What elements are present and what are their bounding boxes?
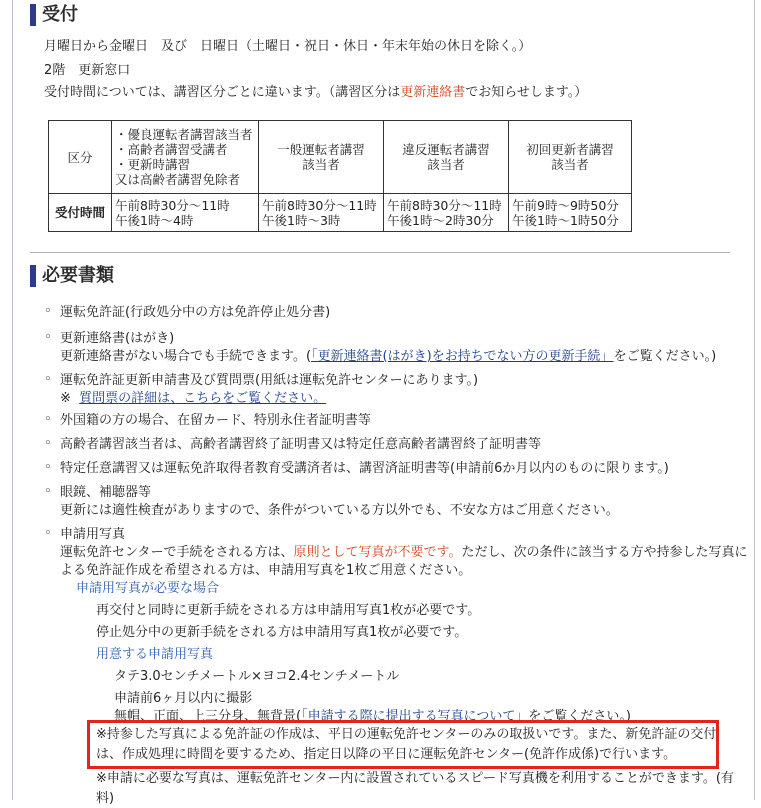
bullet-icon: ◦: [44, 304, 52, 319]
time-violation: 午前8時30分～11時 午後1時～2時30分: [384, 194, 509, 232]
category-header: 区分: [49, 121, 112, 194]
photo-not-required: 原則として写真が不要です。: [293, 545, 462, 560]
photo-needed-suspension: 停止処分中の更新手続をされる方は申請用写真1枚が必要です。: [96, 625, 468, 640]
category-excellent: ・優良運転者講習該当者 ・高齢者講習受講者 ・更新時講習 又は高齢者講習免除者: [112, 121, 259, 194]
time-first: 午前9時～9時50分 午後1時～1時50分: [509, 194, 632, 232]
bullet-icon: ◦: [44, 484, 52, 499]
reception-heading: 受付: [30, 4, 78, 26]
time-general: 午前8時30分～11時 午後1時～3時: [259, 194, 384, 232]
photo-style: 無帽、正面、上三分身、無背景(「申請する際に提出する写真について」をご覧ください。): [114, 709, 631, 724]
photo-guide-link[interactable]: 「申請する際に提出する写真について」: [301, 709, 529, 724]
doc-renewal-notice-note: 更新連絡書がない場合でも手続できます。(「更新連絡書(はがき)をお持ちでない方の更新手続」をご覧ください。): [60, 349, 717, 364]
photo-prep-heading: 用意する申請用写真: [96, 647, 214, 662]
documents-heading: 必要書類: [30, 265, 114, 287]
photo-needed-reissue: 再交付と同時に更新手続をされる方は申請用写真1枚が必要です。: [96, 603, 481, 618]
doc-questionnaire-note: ※ 質問票の詳細は、こちらをご覧ください。: [60, 391, 327, 406]
questionnaire-details-link[interactable]: 質問票の詳細は、こちらをご覧ください。: [79, 391, 327, 406]
highlight-box: [87, 720, 719, 769]
reception-hours-table: [48, 120, 632, 232]
doc-photo: 申請用写真: [60, 527, 126, 542]
speed-photo-note: ※申請に必要な写真は、運転免許センター内に設置されているスピード写真機を利用することができます。(有: [96, 771, 734, 786]
doc-renewal-notice: 更新連絡書(はがき): [60, 331, 175, 346]
no-notice-procedure-link[interactable]: 「更新連絡書(はがき)をお持ちでない方の更新手続」: [311, 349, 614, 364]
bullet-icon: ◦: [44, 330, 52, 345]
doc-license: 運転免許証(行政処分中の方は免許停止処分書): [60, 305, 331, 320]
bullet-icon: ◦: [44, 460, 52, 475]
reception-time-label: 受付時間: [49, 194, 112, 232]
section-divider: [30, 252, 730, 253]
time-excellent: 午前8時30分～11時 午後1時～4時: [112, 194, 259, 232]
reception-hours: [44, 84, 587, 102]
photo-note-line-1: ※持参した写真による免許証の作成は、平日の運転免許センターのみの取扱いです。また、新免許証の交付: [96, 727, 717, 742]
speed-photo-note-2: 料): [96, 791, 115, 806]
bullet-icon: ◦: [44, 372, 52, 387]
doc-special-course: 特定任意講習又は運転免許取得者教育受講済者は、講習済証明書等(申請前6か月以内のものに限ります。): [60, 461, 669, 476]
doc-photo-note: 運転免許センターで手続をされる方は、原則として写真が不要です。ただし、次の条件に該当する方や持参した写真に: [60, 545, 748, 560]
category-general: 一般運転者講習 該当者: [259, 121, 384, 194]
reception-place: 2階 更新窓口: [44, 63, 131, 78]
doc-application-form: 運転免許証更新申請書及び質問票(用紙は運転免許センターにあります。): [60, 373, 479, 388]
doc-glasses-note: 更新には適性検査がありますので、条件がついている方以外でも、不安な方はご用意ください。: [60, 503, 619, 518]
bullet-icon: ◦: [44, 412, 52, 427]
renewal-notice-link[interactable]: 更新連絡書: [400, 85, 466, 100]
photo-size: タテ3.0センチメートル×ヨコ2.4センチメートル: [114, 669, 400, 684]
photo-date: 申請前6ヶ月以内に撮影: [114, 691, 253, 706]
hours-text-pre: 受付時間については、講習区分ごとに違います。（講習区分は: [44, 85, 401, 100]
doc-glasses: 眼鏡、補聴器等: [60, 485, 152, 500]
bullet-icon: ◦: [44, 526, 52, 541]
reception-days: 月曜日から金曜日 及び 日曜日（土曜日・祝日・休日・年末年始の休日を除く。）: [44, 39, 532, 54]
bullet-icon: ◦: [44, 436, 52, 451]
doc-photo-note-2: よる免許証作成を希望される方は、申請用写真を1枚ご用意ください。: [60, 563, 472, 578]
category-violation: 違反運転者講習 該当者: [384, 121, 509, 194]
doc-foreign: 外国籍の方の場合、在留カード、特別永住者証明書等: [60, 413, 371, 428]
photo-note-line-2: は、作成処理に時間を要するため、指定日以降の平日に運転免許センター(免許作成係)で行います。: [96, 747, 677, 762]
doc-elderly: 高齢者講習該当者は、高齢者講習終了証明書又は特定任意高齢者講習終了証明書等: [60, 437, 542, 452]
hours-text-post: でお知らせします。）: [465, 85, 588, 100]
category-first: 初回更新者講習 該当者: [509, 121, 632, 194]
photo-needed-heading: 申請用写真が必要な場合: [76, 581, 220, 596]
